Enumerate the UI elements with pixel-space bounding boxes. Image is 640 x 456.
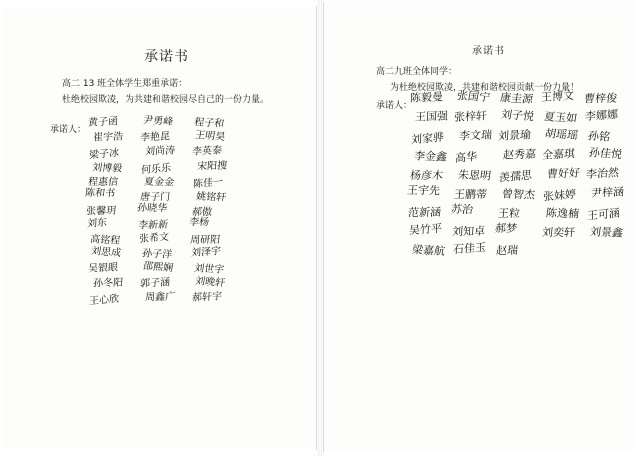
signature: 程子和 [193,117,225,130]
signature: 孙子洋 [141,248,173,262]
signature: 刘家骅 [410,130,445,147]
signature: 羡孺思 [498,168,533,185]
signature: 何乐乐 [140,162,172,177]
signature: 王鹏蒂 [453,188,488,201]
signature: 郝梦 [494,221,518,236]
signature: 李娜娜 [584,107,619,124]
signature: 梁子冰 [88,147,120,162]
signature: 周研阳 [189,234,221,247]
signature: 赵秀嘉 [502,147,537,162]
signature: 曹好好 [546,166,581,181]
signature: 吴银眼 [87,262,119,275]
signature: 孙铭 [586,129,612,144]
left-signatures-area [84,115,298,318]
signature: 王心欣 [88,293,120,308]
right-pledge-statement: 为杜绝校园欺凌，共建和谐校园贡献一份力量！ [390,83,580,93]
signature: 王粒 [497,207,521,220]
signature: 王国强 [414,109,449,124]
signature: 张馨玥 [85,205,117,217]
signature: 尹梓涵 [590,185,625,200]
signature: 郭子涵 [139,276,171,290]
right-signatures-area [406,88,632,262]
signature: 李英泰 [191,145,223,158]
signature: 刘东 [86,217,108,230]
signature: 孙冬阳 [92,277,124,290]
signature: 陈和书 [84,187,116,200]
signature: 李文瑞 [458,128,493,143]
signature: 郝轩宇 [191,291,223,304]
signature: 张梓轩 [453,109,488,124]
signature: 刘景鑫 [589,225,624,240]
signature: 刘奕轩 [541,226,576,239]
signature: 梁嘉航 [411,243,446,258]
signature: 全嘉琪 [541,147,576,162]
signature: 曾智杰 [501,187,536,202]
signature: 陈逸楠 [545,206,580,221]
signature: 刘世宇 [193,263,225,276]
signature: 宋阳搜 [196,160,228,173]
signature: 朱恩明 [457,168,492,183]
signature: 刘泽宇 [190,246,222,260]
signature: 王可涵 [586,206,621,223]
signature: 黄子函 [87,116,119,129]
signature: 孙佳悦 [587,145,624,162]
signature: 孙晓华 [136,202,168,214]
signature: 程惠信 [87,177,119,189]
signature: 李杨 [188,217,210,229]
signature: 刘子悦 [499,107,536,124]
signature: 夏玉如 [543,110,578,125]
left-page-title: 承诺书 [144,49,189,65]
signature: 张国宁 [455,88,492,105]
signature: 陈佳一 [192,177,224,191]
signature: 崔宇浩 [92,131,124,144]
right-document-page [324,2,636,452]
signature: 赵瑞 [495,243,519,258]
right-signer-label: 承诺人： [376,101,413,111]
signature: 李治然 [585,166,620,181]
signature: 夏金金 [143,176,175,189]
signature: 李新新 [137,219,169,232]
signature: 王博文 [540,88,575,105]
signature: 周鑫广 [144,291,176,304]
signature: 刘知卓 [451,224,486,239]
signature: 高华 [454,150,478,165]
left-pledge-statement: 杜绝校园欺凌，为共建和谐校园尽自己的一份力量。 [62,95,270,105]
signature: 胡瑶瑶 [543,126,580,143]
signature: 范新涵 [407,205,442,220]
signature: 刘尚涛 [144,145,176,158]
signature: 李金鑫 [413,149,448,164]
signature: 李艳昆 [139,130,171,144]
signature: 刘思成 [90,246,123,260]
signature: 王明昊 [194,129,227,143]
right-pledge-class-line: 高二九班全体同学： [376,67,458,77]
signature: 尹勇峰 [142,115,175,128]
signature: 刘晚轩 [194,275,227,289]
page-gutter [318,0,322,456]
signature: 苏治 [450,202,474,217]
signature: 张妹婷 [542,187,577,204]
signature: 陈毅曼 [409,90,444,105]
signature: 姚铭轩 [195,191,227,204]
signature: 王宇先 [406,183,441,198]
signature: 曹梓俊 [583,91,618,106]
signature: 高铭程 [89,234,121,247]
signature: 邵熙娴 [142,261,175,274]
signature: 张希文 [138,231,170,245]
signature: 唐子门 [139,192,171,203]
left-signer-label: 承诺人： [50,125,87,135]
left-document-page [2,6,316,450]
signature: 杨彦木 [409,169,444,182]
signature: 石佳玉 [452,240,487,257]
signature: 郝傲 [191,206,213,218]
signature: 刘景瑜 [497,128,532,143]
signature: 康圭源 [499,91,534,106]
signature: 刘博毅 [91,162,123,175]
signature: 吴竹平 [408,221,443,238]
left-pledge-class-line: 高二 13 班全体学生郑重承诺： [62,79,188,89]
right-page-title: 承诺书 [472,46,505,57]
